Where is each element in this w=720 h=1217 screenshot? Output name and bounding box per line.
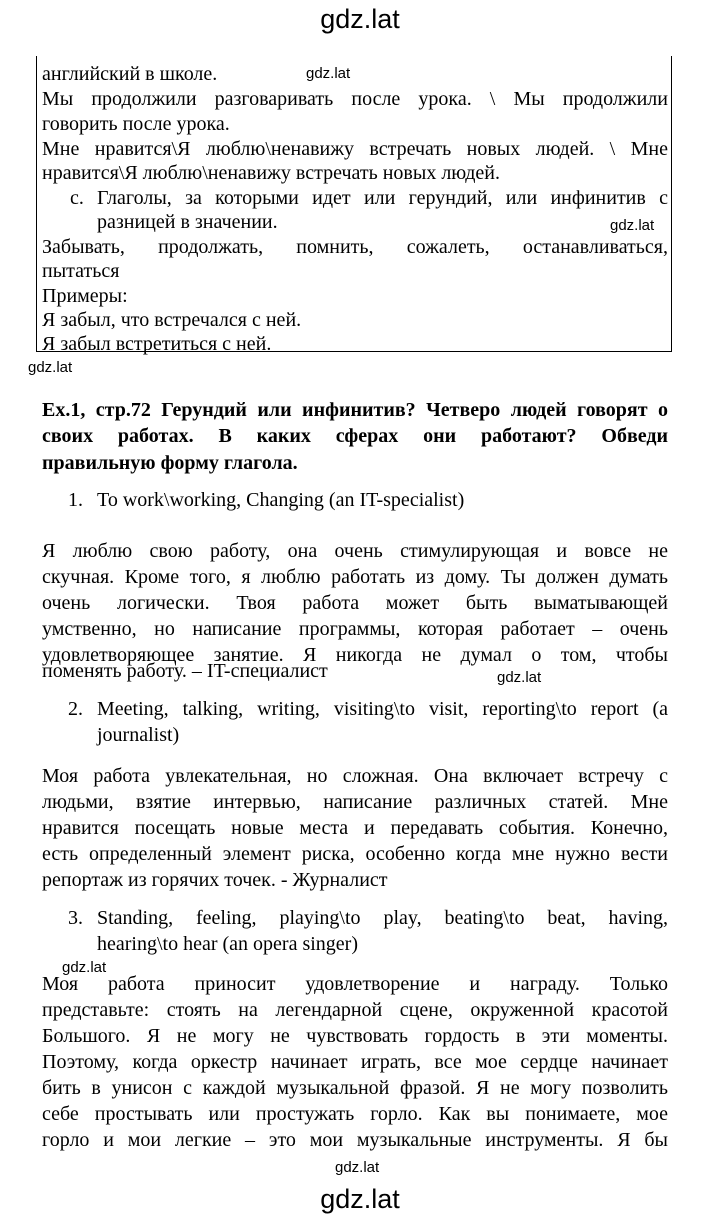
watermark: gdz.lat [497,669,542,686]
watermark: gdz.lat [306,65,351,82]
item-text-line: удовлетворяющее занятие. Я никогда не думал о том, чтобы [42,644,668,666]
item-number: 2. [68,698,83,720]
item-text-line: очень логически. Твоя работа может быть выматывающей [42,592,668,614]
item-text-line: Я люблю свою работу, она очень стимулирующая и вовсе не [42,540,668,562]
box-line: Забывать, продолжать, помнить, сожалеть, останавливаться, [42,236,668,258]
item-text-line: горло и мои легкие – это мои музыкальные инструменты. Я бы [42,1129,668,1151]
watermark: gdz.lat [335,1159,380,1176]
box-line: английский в школе. [42,63,218,85]
item-text-line: есть определенный элемент риска, особенно когда мне нужно вести [42,843,668,865]
exercise-heading-line: Ex.1, стр.72 Герундий или инфинитив? Четверо людей говорят о [42,399,668,421]
item-title-line: hearing\to hear (an opera singer) [97,933,358,955]
site-header: gdz.lat [320,4,400,34]
box-line: Глаголы, за которыми идет или герундий, или инфинитив с [97,187,668,209]
item-text-line: репортаж из горячих точек. - Журналист [42,869,388,891]
item-text-line: представьте: стоять на легендарной сцене, окруженной красотой [42,999,668,1021]
item-title-line: To work\working, Changing (an IT-specialist) [97,489,465,511]
box-line: говорить после урока. [42,113,230,135]
item-title-line: Meeting, talking, writing, visiting\to visit, reporting\to report (a [97,698,668,720]
box-line: Мне нравится\Я люблю\ненавижу встречать новых людей. \ Мне [42,138,668,160]
box-line: пытаться [42,260,120,282]
box-line: Я забыл, что встречался с ней. [42,309,302,331]
item-text-line: людьми, взятие интервью, написание различных статей. Мне [42,791,668,813]
item-title-line: Standing, feeling, playing\to play, beating\to beat, having, [97,907,668,929]
item-text-line: бить в унисон с каждой музыкальной фразой. Я не могу позволить [42,1077,668,1099]
item-text-line: Поэтому, когда оркестр начинает играть, все мое сердце начинает [42,1051,668,1073]
item-text-line: поменять работу. – IT-специалист [42,660,328,682]
item-text-line: скучная. Кроме того, я люблю работать из дому. Ты должен думать [42,566,668,588]
exercise-heading-line: своих работах. В каких сферах они работают? Обведи [42,425,668,447]
box-line: нравится\Я люблю\ненавижу встречать новых людей. [42,162,500,184]
item-text-line: Моя работа приносит удовлетворение и награду. Только [42,973,668,995]
item-text-line: Большого. Я не могу не чувствовать гордость в эти моменты. [42,1025,668,1047]
box-line: Мы продолжили разговаривать после урока. \ Мы продолжили [42,88,668,110]
box-line: Примеры: [42,285,128,307]
watermark: gdz.lat [28,359,73,376]
watermark: gdz.lat [610,217,655,234]
item-text-line: умственно, но написание программы, которая работает – очень [42,618,668,640]
box-line: разницей в значении. [97,211,278,233]
exercise-heading-line: правильную форму глагола. [42,452,298,474]
item-number: 3. [68,907,83,929]
item-title-line: journalist) [97,724,180,746]
item-number: 1. [68,489,83,511]
box-line: Я забыл встретиться с ней. [42,333,272,355]
site-footer: gdz.lat [320,1184,400,1214]
list-marker-c: c. [70,187,84,209]
item-text-line: себе простывать или простужать горло. Как вы понимаете, мое [42,1103,668,1125]
item-text-line: Моя работа увлекательная, но сложная. Она включает встречу с [42,765,668,787]
watermark: gdz.lat [62,959,107,976]
item-text-line: нравится посещать новые места и передавать события. Конечно, [42,817,668,839]
